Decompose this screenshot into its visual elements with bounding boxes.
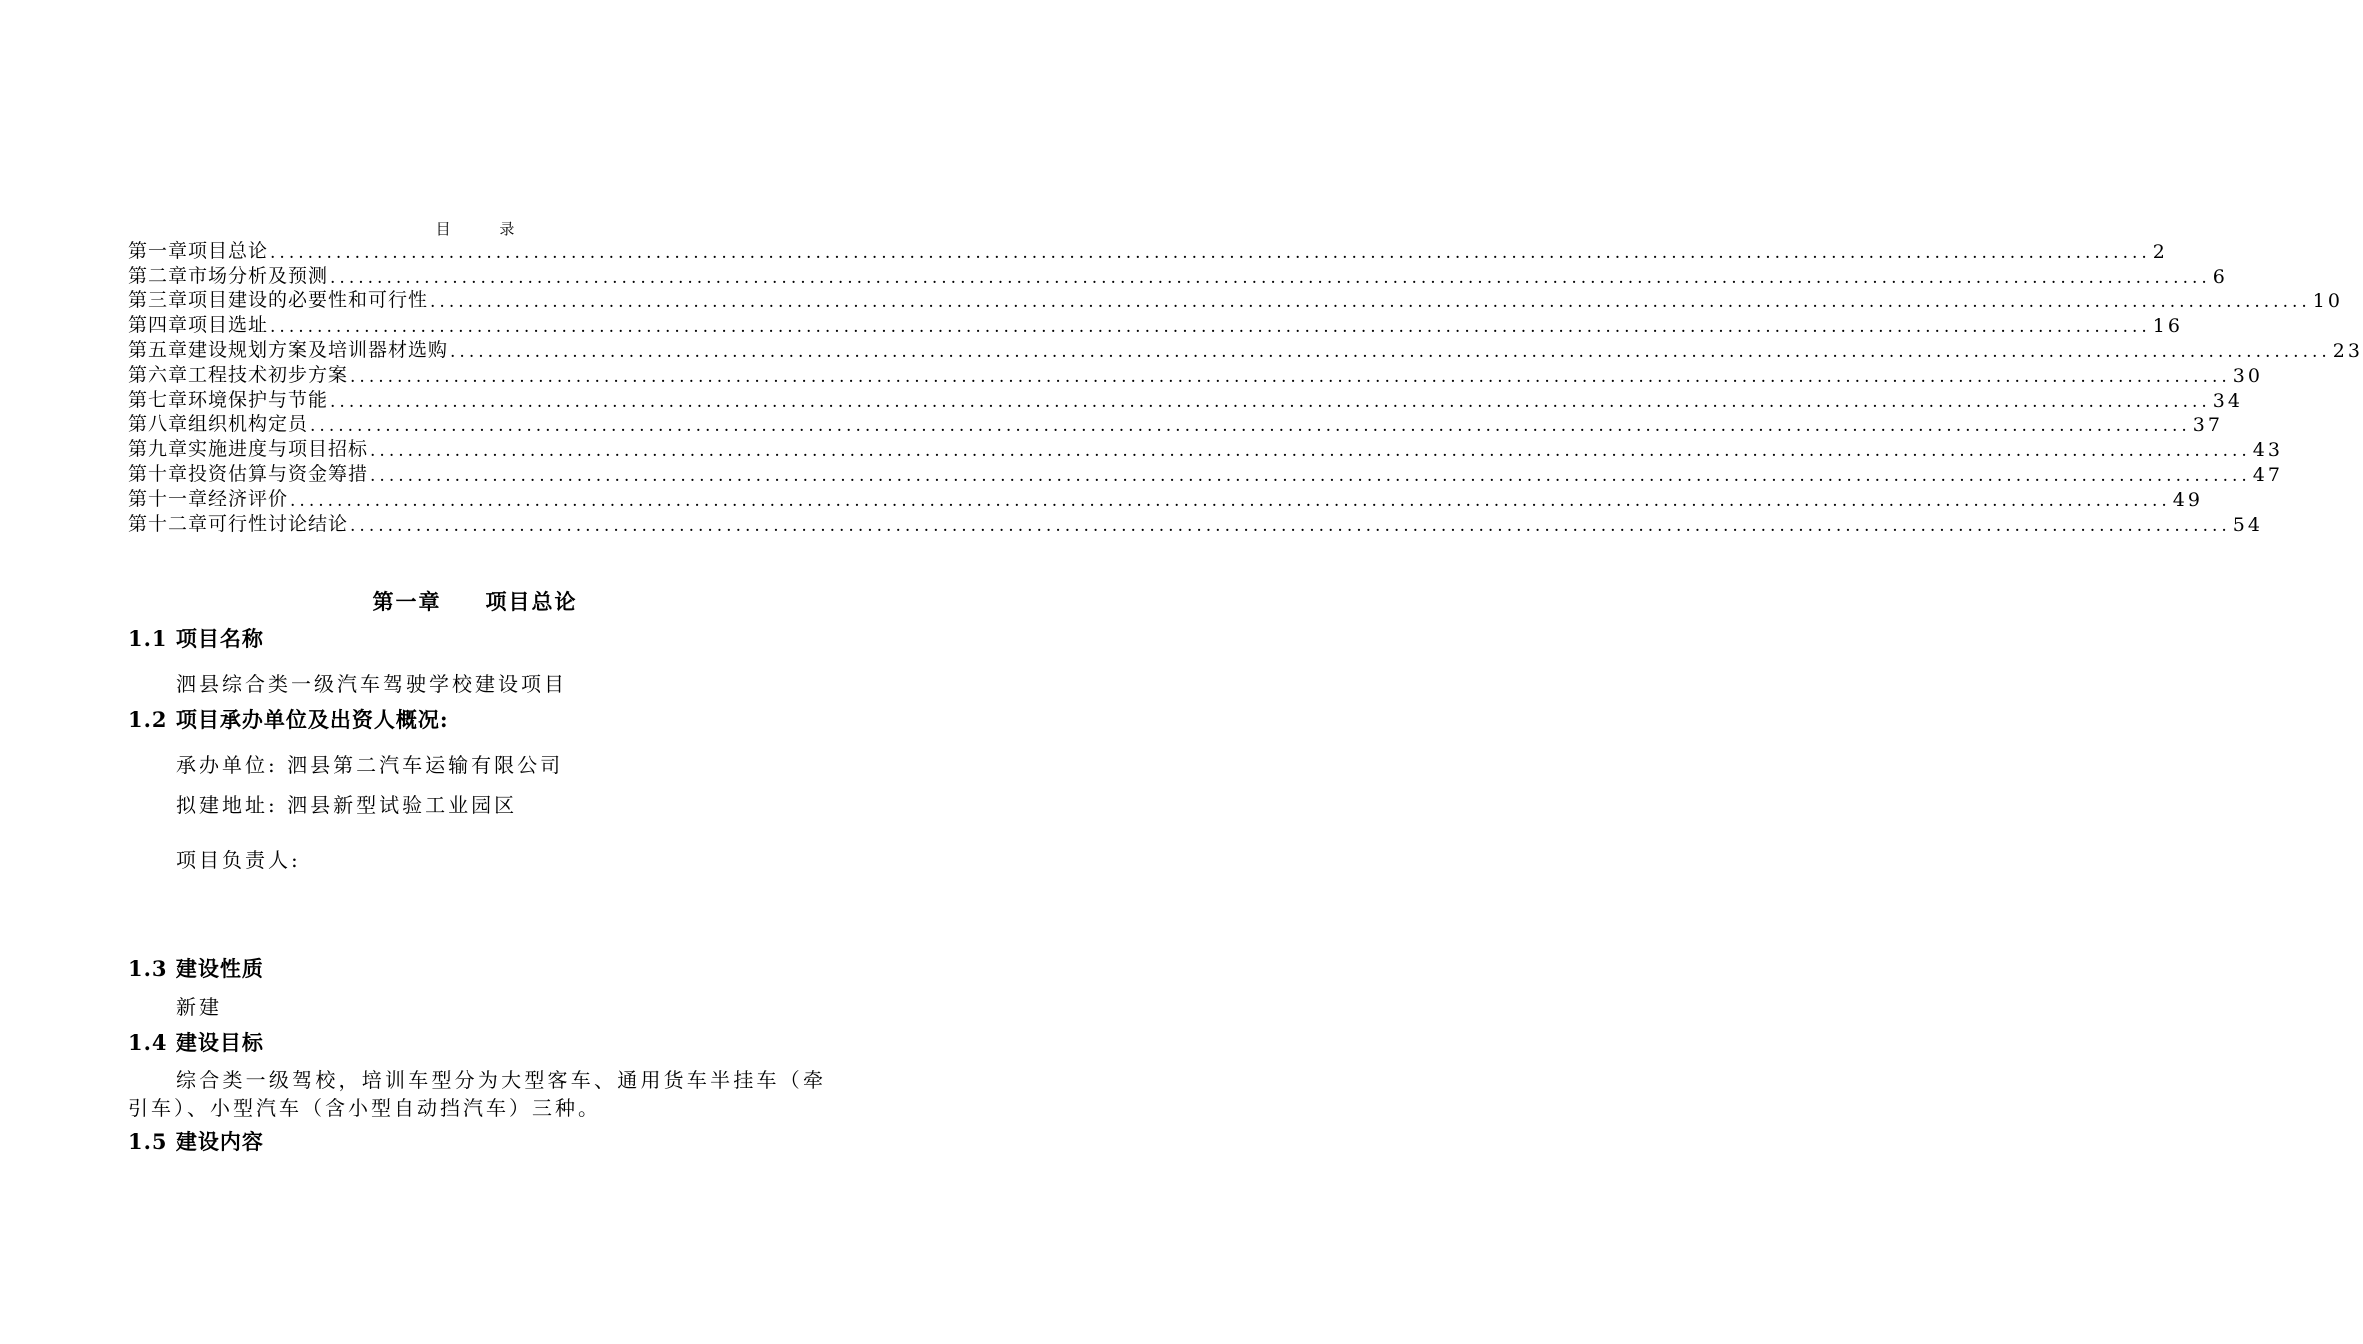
construction-goal-text: 综合类一级驾校，培训车型分为大型客车、通用货车半挂车（牵引车）、小型汽车（含小型自动挡汽车）三种。 xyxy=(128,1068,826,1120)
toc-chapter-name: 组织机构定员 xyxy=(188,413,309,436)
project-leader-text: 项目负责人: xyxy=(176,848,301,872)
toc-entry[interactable] xyxy=(128,362,2263,387)
chapter-number: 第一章 xyxy=(372,589,442,614)
toc-page-number: 2 xyxy=(2152,240,2168,263)
toc-page-number: 16 xyxy=(2152,315,2183,338)
toc-leader-dots: ........................................................................................................................................................................................................ xyxy=(270,317,2151,338)
toc-entry[interactable] xyxy=(128,461,2283,486)
toc-page-number: 49 xyxy=(2172,488,2203,511)
site-address-text: 拟建地址: 泗县新型试验工业园区 xyxy=(176,793,518,817)
host-unit-text: 承办单位: 泗县第二汽车运输有限公司 xyxy=(176,753,564,777)
toc-page-number: 34 xyxy=(2212,389,2243,412)
toc-leader-dots: ........................................................................................................................................................................................................ xyxy=(310,416,2191,437)
toc-chapter-name: 项目建设的必要性和可行性 xyxy=(188,289,429,312)
toc-entry[interactable] xyxy=(128,486,2203,511)
toc-chapter-name: 项目选址 xyxy=(188,314,269,337)
toc-leader-dots: ........................................................................................................................................................................................................ xyxy=(350,515,2231,536)
toc-chapter-name: 工程技术初步方案 xyxy=(188,363,349,386)
toc-leader-dots: ........................................................................................................................................................................................................ xyxy=(370,465,2251,486)
toc-leader-dots: ........................................................................................................................................................................................................ xyxy=(290,490,2171,511)
toc-leader-dots: ........................................................................................................................................................................................................ xyxy=(430,292,2311,313)
toc-entry[interactable] xyxy=(128,387,2243,412)
toc-chapter-number: 第七章 xyxy=(128,388,189,411)
toc-page-number: 6 xyxy=(2212,265,2228,288)
toc-chapter-number: 第十二章 xyxy=(128,512,209,535)
toc-entry[interactable] xyxy=(128,412,2223,437)
toc-title: 目 录 xyxy=(435,220,537,238)
toc-chapter-number: 第五章 xyxy=(128,338,189,361)
toc-chapter-number: 第一章 xyxy=(128,239,189,262)
toc-chapter-number: 第二章 xyxy=(128,264,189,287)
toc-page-number: 30 xyxy=(2232,364,2263,387)
toc-leader-dots: ........................................................................................................................................................................................................ xyxy=(450,341,2331,362)
toc-page-number: 54 xyxy=(2232,513,2263,536)
toc-entry[interactable] xyxy=(128,238,2168,263)
toc-chapter-name: 经济评价 xyxy=(208,487,289,510)
section-heading-1-1: 1.1 项目名称 xyxy=(128,626,264,651)
toc-chapter-number: 第九章 xyxy=(128,438,189,461)
toc-chapter-number: 第八章 xyxy=(128,413,189,436)
project-name-text: 泗县综合类一级汽车驾驶学校建设项目 xyxy=(176,672,567,696)
section-heading-1-4: 1.4 建设目标 xyxy=(128,1030,264,1055)
toc-leader-dots: ........................................................................................................................................................................................................ xyxy=(370,441,2251,462)
toc-entry[interactable] xyxy=(128,436,2283,462)
section-heading-1-5: 1.5 建设内容 xyxy=(128,1129,264,1154)
toc-chapter-number: 第六章 xyxy=(128,363,189,386)
toc-chapter-number: 第十章 xyxy=(128,462,189,485)
toc-page-number: 23 xyxy=(2332,339,2363,362)
toc-chapter-number: 第四章 xyxy=(128,314,189,337)
toc-page-number: 37 xyxy=(2192,414,2223,437)
chapter-title: 项目总论 xyxy=(485,589,578,614)
toc-entry[interactable] xyxy=(128,312,2183,338)
section-heading-1-3: 1.3 建设性质 xyxy=(128,956,264,981)
toc-leader-dots: ........................................................................................................................................................................................................ xyxy=(330,391,2211,412)
toc-chapter-number: 第三章 xyxy=(128,289,189,312)
toc-chapter-name: 投资估算与资金筹措 xyxy=(188,462,369,485)
toc-chapter-number: 第十一章 xyxy=(128,487,209,510)
toc-chapter-name: 可行性讨论结论 xyxy=(208,512,349,535)
toc-entry[interactable] xyxy=(128,511,2263,536)
toc-chapter-name: 项目总论 xyxy=(188,239,269,262)
toc-chapter-name: 环境保护与节能 xyxy=(188,388,329,411)
construction-nature-text: 新建 xyxy=(176,995,222,1019)
toc-entry[interactable] xyxy=(128,337,2363,362)
toc-chapter-name: 市场分析及预测 xyxy=(188,264,329,287)
toc-leader-dots: ........................................................................................................................................................................................................ xyxy=(270,242,2151,263)
section-heading-1-2: 1.2 项目承办单位及出资人概况: xyxy=(128,707,449,732)
toc-entry[interactable] xyxy=(128,263,2228,288)
toc-entry[interactable] xyxy=(128,288,2343,313)
toc-chapter-name: 实施进度与项目招标 xyxy=(188,438,369,461)
toc-page-number: 10 xyxy=(2312,290,2343,313)
table-of-contents xyxy=(128,238,2363,536)
toc-chapter-name: 建设规划方案及培训器材选购 xyxy=(188,338,449,361)
chapter-heading xyxy=(0,586,950,616)
toc-leader-dots: ........................................................................................................................................................................................................ xyxy=(350,366,2231,387)
toc-page-number: 47 xyxy=(2252,463,2283,486)
toc-page-number: 43 xyxy=(2252,439,2283,462)
toc-leader-dots: ........................................................................................................................................................................................................ xyxy=(330,267,2211,288)
